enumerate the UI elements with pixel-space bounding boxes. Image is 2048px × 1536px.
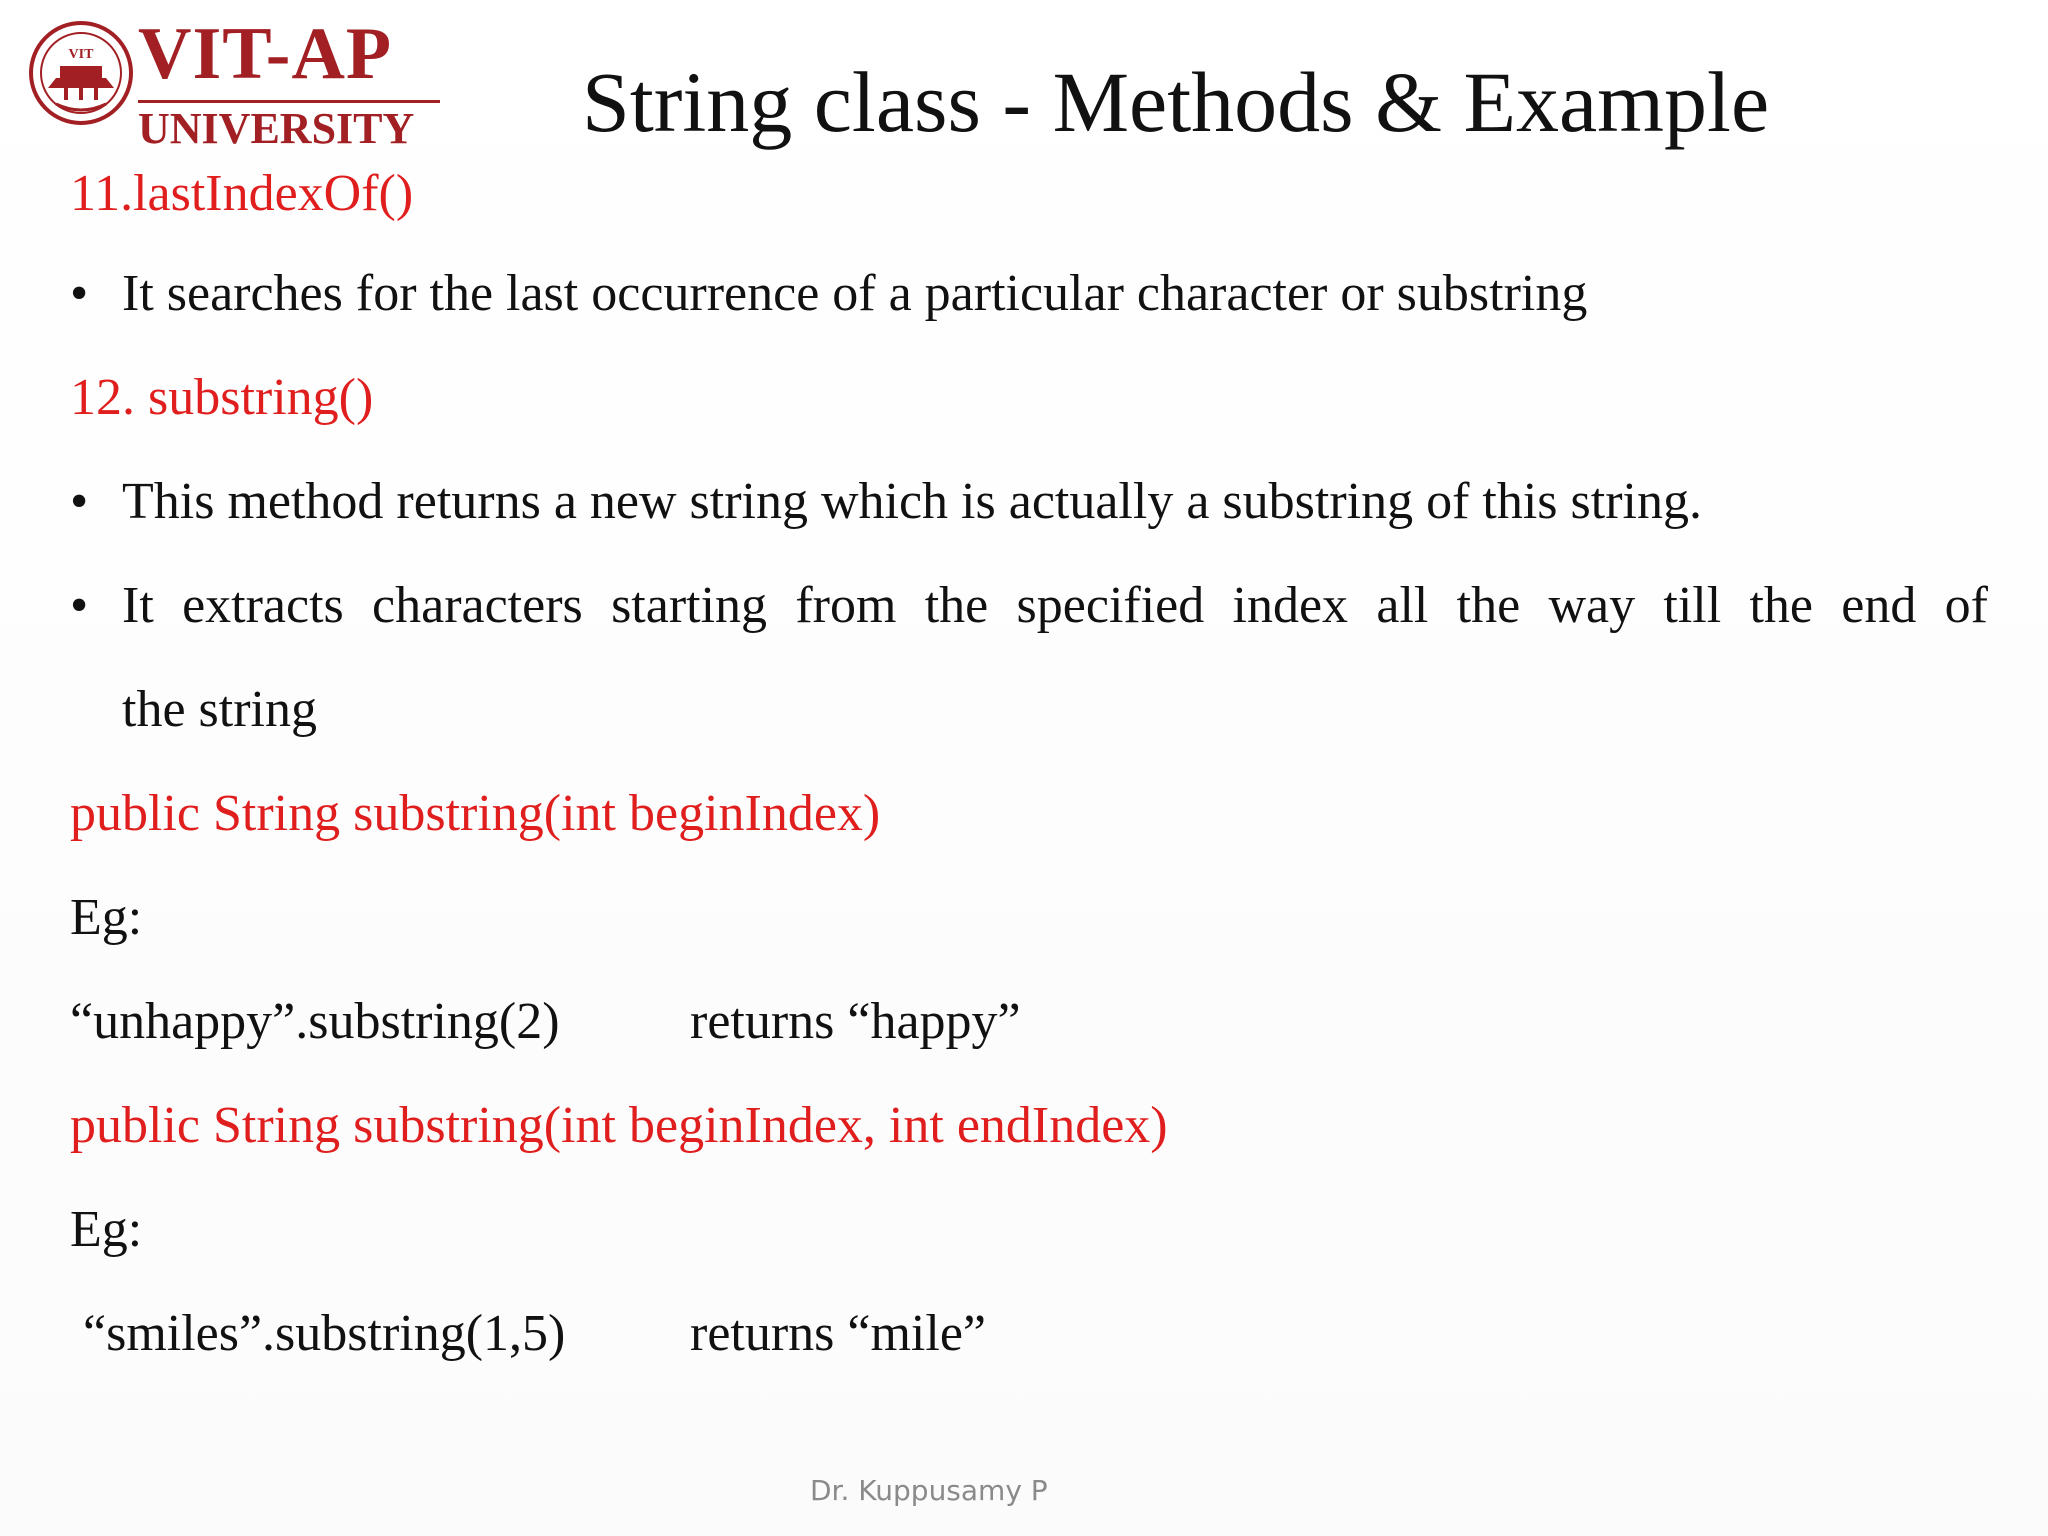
seal-text: VIT (68, 47, 94, 62)
example-result: returns “happy” (690, 993, 1021, 1050)
method-heading-substring: 12. substring() (70, 369, 374, 426)
bullet-substring-extracts (70, 576, 122, 636)
footer-author: Dr. Kuppusamy P (810, 1474, 1048, 1507)
university-seal-icon (26, 18, 136, 128)
example-result: returns “mile” (690, 1305, 986, 1362)
bullet-text: This method returns a new string which is actually a substring of this string. (122, 473, 1702, 530)
university-logo (26, 13, 426, 153)
example-2 (70, 1304, 986, 1364)
slide-title: String class - Methods & Example (582, 54, 1770, 150)
bullet-icon: • (70, 577, 89, 634)
logo-title: VIT-AP (138, 13, 393, 95)
example-code: “unhappy”.substring(2) (70, 993, 560, 1050)
example-label-1: Eg: (70, 889, 143, 946)
bullet-lastindexof (70, 264, 1587, 324)
bullet-substring-returns (70, 472, 1702, 532)
method-heading-lastindexof: 11.lastIndexOf() (70, 165, 414, 222)
bullet-text-line2: the string (122, 681, 317, 738)
logo-subtitle: UNIVERSITY (138, 104, 415, 153)
example-label-2: Eg: (70, 1201, 143, 1258)
example-code: “smiles”.substring(1,5) (70, 1305, 566, 1362)
method-signature-begin: public String substring(int beginIndex) (70, 785, 881, 842)
bullet-icon: • (70, 473, 89, 530)
example-1 (70, 992, 1021, 1052)
method-signature-begin-end: public String substring(int beginIndex, int endIndex) (70, 1097, 1168, 1154)
bullet-icon: • (70, 265, 89, 322)
bullet-text-line1: It extracts characters starting from the specified index all the way till the end of (122, 577, 1988, 634)
logo-divider (138, 100, 440, 103)
bullet-text: It searches for the last occurrence of a particular character or substring (122, 265, 1588, 322)
